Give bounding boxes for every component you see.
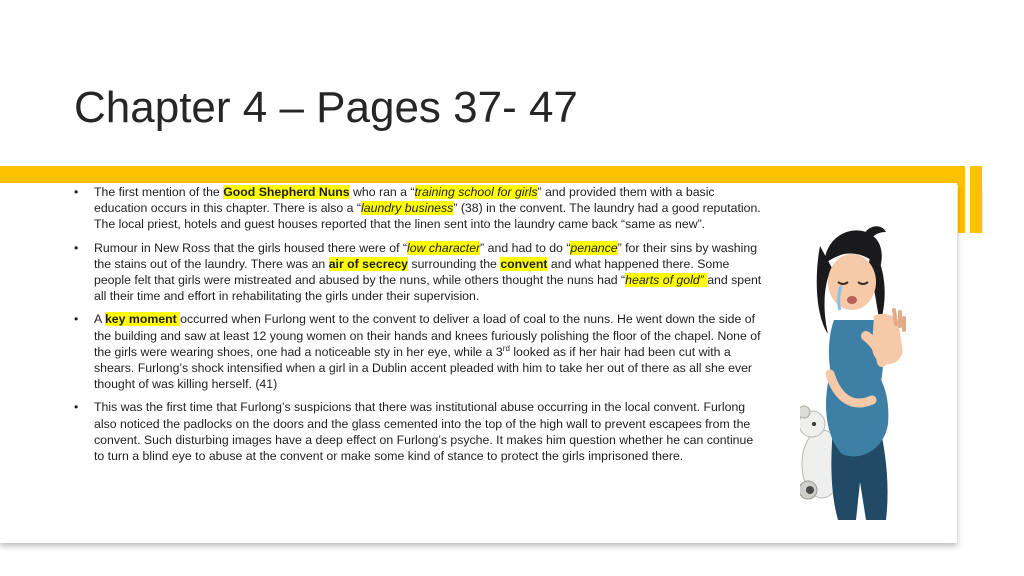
bullet-icon: • [74,185,79,199]
slide-title: Chapter 4 – Pages 37- 47 [74,83,578,132]
bullet-text: A [94,312,105,327]
bullet-text: ” and provided them with a basic education occurs in this chapter. There is also a “ [94,185,715,216]
bullet-text: This was the first time that Furlong’s suspicions that there was institutional abuse occurring in the local convent. Furlong also noticed the padlocks on the doors and the glass cemented into the top of the high wall to prevent escapees from the convent. Such disturbing images have a deep effect on Furlong’s psyche. It makes him question whether he can continue to turn a blind eye to abuse at the convent or make some kind of stance to protect the girls imprisoned there. [94,400,754,464]
superscript-text: rd [502,343,510,353]
bullet-item [74,184,764,233]
bullet-text: Rumour in New Ross that the girls housed there were of “ [94,240,408,255]
bullet-item [74,240,764,305]
accent-tab [970,166,982,233]
bullet-text: surrounding the [408,256,501,271]
highlight-text: key moment [104,312,181,327]
bullet-text: occurred when Furlong went to the convent to deliver a load of coal to the nuns. He went down the side of the building and saw at least 12 young women on their hands and knees furiously polishing the floor of the chapel. None of the girls were wearing shoes, one had a noticeable sty in her eye, while a 3 [94,312,761,359]
highlight-text: laundry business [361,201,454,216]
accent-tab [958,166,965,233]
bullet-item [74,399,764,464]
bullet-text: ” (38) in the convent. The laundry had a good reputation. The local priest, hotels and guest houses reported that the linen sent into the laundry came back “same as new”. [94,201,761,232]
bullet-text: and what happened there. Some people felt that girls were mistreated and abused by the nuns, while others thought the nuns had “ [94,256,730,288]
highlight-text: penance [570,240,618,255]
bullet-icon: • [74,240,79,255]
accent-edge [982,185,983,233]
bullet-icon: • [74,400,79,415]
bullet-text: who ran a “ [349,185,415,199]
crying-girl-illustration [800,224,912,524]
bullet-text: ” for their sins by washing the stains out of the laundry. There was an [94,240,758,271]
bullet-list [74,184,764,471]
highlight-text: air of secrecy [328,256,409,271]
bullet-item [74,311,764,392]
highlight-text: hearts of gold” [625,273,708,288]
highlight-text: training school for girls [414,185,538,199]
bullet-text: The first mention of the [94,185,224,199]
bullet-text: and spent all their time and effort in rehabilitating the girls under their supervision. [94,273,762,304]
highlight-text: convent [500,256,548,271]
highlight-text: low character [407,240,481,255]
highlight-text: Good Shepherd Nuns [223,185,350,199]
bullet-text: ” and had to do “ [480,240,571,255]
bullet-text: looked as if her hair had been cut with a shears. Furlong’s shock intensified when a girl in a Dublin accent pleaded with him to take her out of there as all she ever thought of was killing herself. (41) [94,344,753,392]
bullet-icon: • [74,312,79,327]
